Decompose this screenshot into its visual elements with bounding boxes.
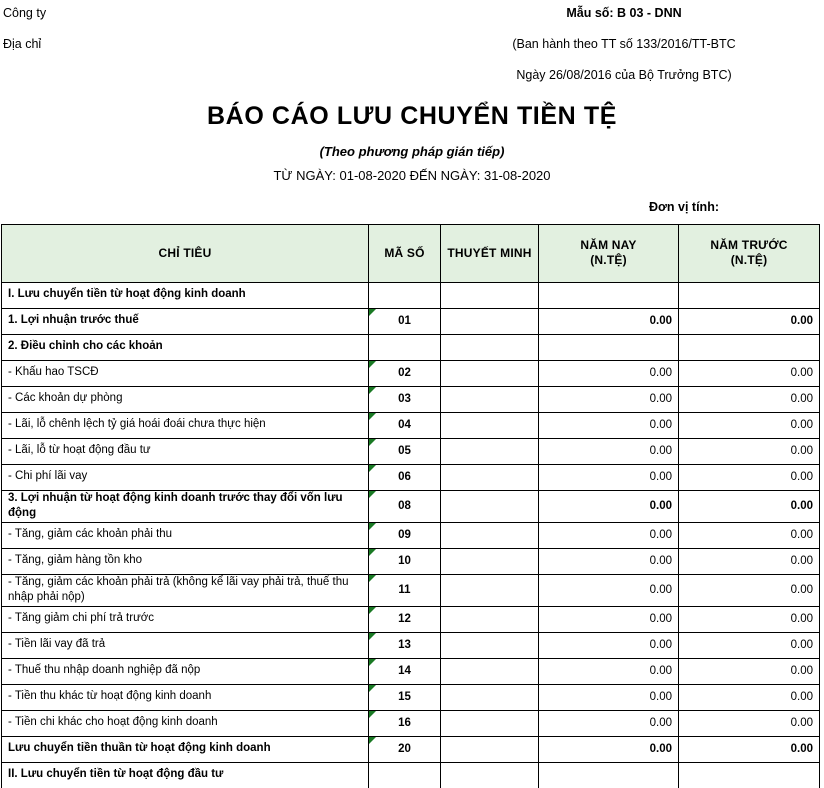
column-header-previous-year-line1: NĂM TRƯỚC <box>710 238 788 252</box>
cell-indicator: I. Lưu chuyển tiền từ hoạt động kinh doanh <box>2 282 369 308</box>
column-header-current-year-line1: NĂM NAY <box>580 238 637 252</box>
cell-code <box>369 438 441 464</box>
table-row[interactable] <box>2 736 820 762</box>
unit-label: Đơn vị tính: <box>649 199 719 214</box>
cell-note <box>441 438 539 464</box>
table-row[interactable] <box>2 308 820 334</box>
table-row[interactable] <box>2 548 820 574</box>
cell-code <box>369 522 441 548</box>
cell-code <box>369 386 441 412</box>
cell-indicator: - Lãi, lỗ chênh lệch tỷ giá hoái đoái chưa thực hiện <box>2 412 369 438</box>
address-label: Địa chỉ <box>3 37 42 51</box>
cell-previous-year-value: 0.00 <box>679 490 820 522</box>
cell-code <box>369 574 441 606</box>
comment-marker-icon <box>369 659 376 666</box>
cell-indicator: - Lãi, lỗ từ hoạt động đầu tư <box>2 438 369 464</box>
cell-previous-year-value: 0.00 <box>679 684 820 710</box>
table-row[interactable] <box>2 658 820 684</box>
cell-previous-year-value: 0.00 <box>679 606 820 632</box>
cell-previous-year-value: 0.00 <box>679 522 820 548</box>
cell-code <box>369 282 441 308</box>
column-header-current-year <box>539 224 679 282</box>
column-header-note: THUYẾT MINH <box>441 224 539 282</box>
table-row[interactable] <box>2 386 820 412</box>
cell-previous-year-value: 0.00 <box>679 658 820 684</box>
table-row[interactable] <box>2 438 820 464</box>
cell-indicator: - Tiền lãi vay đã trả <box>2 632 369 658</box>
cell-previous-year-value <box>679 334 820 360</box>
issuance-line-1: (Ban hành theo TT số 133/2016/TT-BTC <box>512 37 736 51</box>
cell-code <box>369 762 441 788</box>
issuance-line-2: Ngày 26/08/2016 của Bộ Trưởng BTC) <box>516 68 732 82</box>
cell-current-year-value: 0.00 <box>539 464 679 490</box>
form-code: Mẫu số: B 03 - DNN <box>566 6 682 20</box>
cell-previous-year-value: 0.00 <box>679 736 820 762</box>
cell-code-value: 03 <box>398 393 411 405</box>
comment-marker-icon <box>369 491 376 498</box>
comment-marker-icon <box>369 575 376 582</box>
cell-current-year-value <box>539 282 679 308</box>
cell-current-year-value: 0.00 <box>539 548 679 574</box>
cell-previous-year-value <box>679 282 820 308</box>
cell-current-year-value: 0.00 <box>539 360 679 386</box>
cell-note <box>441 574 539 606</box>
cell-indicator: - Tiền chi khác cho hoạt động kinh doanh <box>2 710 369 736</box>
cell-code <box>369 736 441 762</box>
cell-code <box>369 658 441 684</box>
cell-note <box>441 548 539 574</box>
cell-indicator: Lưu chuyển tiền thuần từ hoạt động kinh doanh <box>2 736 369 762</box>
cell-indicator: - Thuế thu nhập doanh nghiệp đã nộp <box>2 658 369 684</box>
cell-note <box>441 412 539 438</box>
cell-code <box>369 606 441 632</box>
reporting-period: TỪ NGÀY: 01-08-2020 ĐẾN NGÀY: 31-08-2020 <box>273 167 551 183</box>
comment-marker-icon <box>369 387 376 394</box>
table-row[interactable] <box>2 464 820 490</box>
cell-code-value: 06 <box>398 471 411 483</box>
comment-marker-icon <box>369 633 376 640</box>
cell-code <box>369 710 441 736</box>
comment-marker-icon <box>369 737 376 744</box>
table-body <box>2 282 820 788</box>
cell-code-value: 14 <box>398 665 411 678</box>
cell-code <box>369 548 441 574</box>
cell-note <box>441 308 539 334</box>
cell-note <box>441 632 539 658</box>
cell-indicator: 2. Điều chỉnh cho các khoản <box>2 334 369 360</box>
document-subtitle: (Theo phương pháp gián tiếp) <box>319 143 505 159</box>
cell-current-year-value <box>539 762 679 788</box>
cell-current-year-value: 0.00 <box>539 386 679 412</box>
cell-note <box>441 386 539 412</box>
table-header-row <box>2 224 820 282</box>
cell-code-value: 16 <box>398 717 411 730</box>
cell-note <box>441 606 539 632</box>
cell-code-value: 09 <box>398 529 411 542</box>
cell-indicator: - Tăng, giảm các khoản phải trả (không kể lãi vay phải trả, thuế thu nhập phải nộp) <box>2 574 369 606</box>
cell-indicator: 1. Lợi nhuận trước thuế <box>2 308 369 334</box>
column-header-indicator: CHỈ TIÊU <box>2 224 369 282</box>
cell-indicator: - Các khoản dự phòng <box>2 386 369 412</box>
table-row[interactable] <box>2 684 820 710</box>
cell-note <box>441 490 539 522</box>
cell-note <box>441 762 539 788</box>
comment-marker-icon <box>369 549 376 556</box>
meta-left-column <box>3 0 303 62</box>
cell-previous-year-value: 0.00 <box>679 632 820 658</box>
cell-indicator: - Chi phí lãi vay <box>2 464 369 490</box>
cell-note <box>441 334 539 360</box>
cell-current-year-value: 0.00 <box>539 710 679 736</box>
table-row[interactable] <box>2 606 820 632</box>
comment-marker-icon <box>369 465 376 472</box>
cell-code-value: 02 <box>398 367 411 379</box>
cell-code <box>369 490 441 522</box>
table-row[interactable] <box>2 360 820 386</box>
cell-note <box>441 282 539 308</box>
cell-code-value: 01 <box>398 315 411 327</box>
cell-note <box>441 710 539 736</box>
cell-previous-year-value: 0.00 <box>679 574 820 606</box>
cell-current-year-value: 0.00 <box>539 522 679 548</box>
table-row[interactable] <box>2 762 820 788</box>
cell-code <box>369 684 441 710</box>
cell-note <box>441 736 539 762</box>
comment-marker-icon <box>369 309 376 316</box>
cell-indicator: 3. Lợi nhuận từ hoạt động kinh doanh trước thay đổi vốn lưu động <box>2 490 369 522</box>
table-header <box>2 224 820 282</box>
cell-code-value: 05 <box>398 445 411 457</box>
column-header-previous-year-line2: (N.TỆ) <box>730 253 768 267</box>
cell-indicator: - Khấu hao TSCĐ <box>2 360 369 386</box>
comment-marker-icon <box>369 607 376 614</box>
cell-code-value: 12 <box>398 613 411 626</box>
cell-code <box>369 308 441 334</box>
cash-flow-statement-table <box>1 224 820 788</box>
table-row[interactable] <box>2 710 820 736</box>
comment-marker-icon <box>369 439 376 446</box>
cell-previous-year-value <box>679 762 820 788</box>
table-row[interactable] <box>2 632 820 658</box>
table-row[interactable] <box>2 574 820 606</box>
cell-previous-year-value: 0.00 <box>679 710 820 736</box>
cell-current-year-value: 0.00 <box>539 490 679 522</box>
cell-current-year-value: 0.00 <box>539 736 679 762</box>
table-row[interactable] <box>2 282 820 308</box>
company-label: Công ty <box>3 6 47 20</box>
cell-current-year-value: 0.00 <box>539 606 679 632</box>
comment-marker-icon <box>369 361 376 368</box>
cell-current-year-value: 0.00 <box>539 308 679 334</box>
cell-indicator: - Tăng, giảm hàng tồn kho <box>2 548 369 574</box>
cell-code-value: 13 <box>398 639 411 652</box>
cell-indicator: II. Lưu chuyển tiền từ hoạt động đầu tư <box>2 762 369 788</box>
cell-current-year-value: 0.00 <box>539 658 679 684</box>
cell-code <box>369 412 441 438</box>
cell-note <box>441 684 539 710</box>
cell-previous-year-value: 0.00 <box>679 438 820 464</box>
column-header-previous-year <box>679 224 820 282</box>
cell-code <box>369 632 441 658</box>
cell-code <box>369 464 441 490</box>
cell-previous-year-value: 0.00 <box>679 548 820 574</box>
table-row[interactable] <box>2 334 820 360</box>
table-row[interactable] <box>2 490 820 522</box>
cell-current-year-value: 0.00 <box>539 574 679 606</box>
cell-note <box>441 464 539 490</box>
cell-current-year-value: 0.00 <box>539 632 679 658</box>
cell-code-value: 11 <box>398 584 411 597</box>
comment-marker-icon <box>369 523 376 530</box>
cell-indicator: - Tăng, giảm các khoản phải thu <box>2 522 369 548</box>
cell-note <box>441 522 539 548</box>
cell-code <box>369 360 441 386</box>
document-meta-header <box>0 0 824 95</box>
cell-previous-year-value: 0.00 <box>679 308 820 334</box>
cell-previous-year-value: 0.00 <box>679 412 820 438</box>
meta-right-column <box>430 0 818 93</box>
cell-code-value: 10 <box>398 555 411 568</box>
column-header-current-year-line2: (N.TỆ) <box>590 253 627 267</box>
cell-indicator: - Tăng giảm chi phí trả trước <box>2 606 369 632</box>
cell-current-year-value: 0.00 <box>539 412 679 438</box>
table-row[interactable] <box>2 412 820 438</box>
cell-code-value: 15 <box>398 691 411 704</box>
cell-note <box>441 360 539 386</box>
page-title: BÁO CÁO LƯU CHUYỂN TIỀN TỆ <box>207 102 617 130</box>
cell-code-value: 04 <box>398 419 411 431</box>
cell-code-value: 20 <box>398 743 411 756</box>
title-block <box>0 95 824 183</box>
cell-current-year-value: 0.00 <box>539 684 679 710</box>
cell-previous-year-value: 0.00 <box>679 464 820 490</box>
cell-previous-year-value: 0.00 <box>679 360 820 386</box>
comment-marker-icon <box>369 711 376 718</box>
comment-marker-icon <box>369 685 376 692</box>
cell-current-year-value <box>539 334 679 360</box>
table-row[interactable] <box>2 522 820 548</box>
cell-current-year-value: 0.00 <box>539 438 679 464</box>
cell-note <box>441 658 539 684</box>
cell-code <box>369 334 441 360</box>
comment-marker-icon <box>369 413 376 420</box>
cell-indicator: - Tiền thu khác từ hoạt động kinh doanh <box>2 684 369 710</box>
cell-previous-year-value: 0.00 <box>679 386 820 412</box>
cell-code-value: 08 <box>398 500 411 513</box>
column-header-code: MÃ SỐ <box>369 224 441 282</box>
